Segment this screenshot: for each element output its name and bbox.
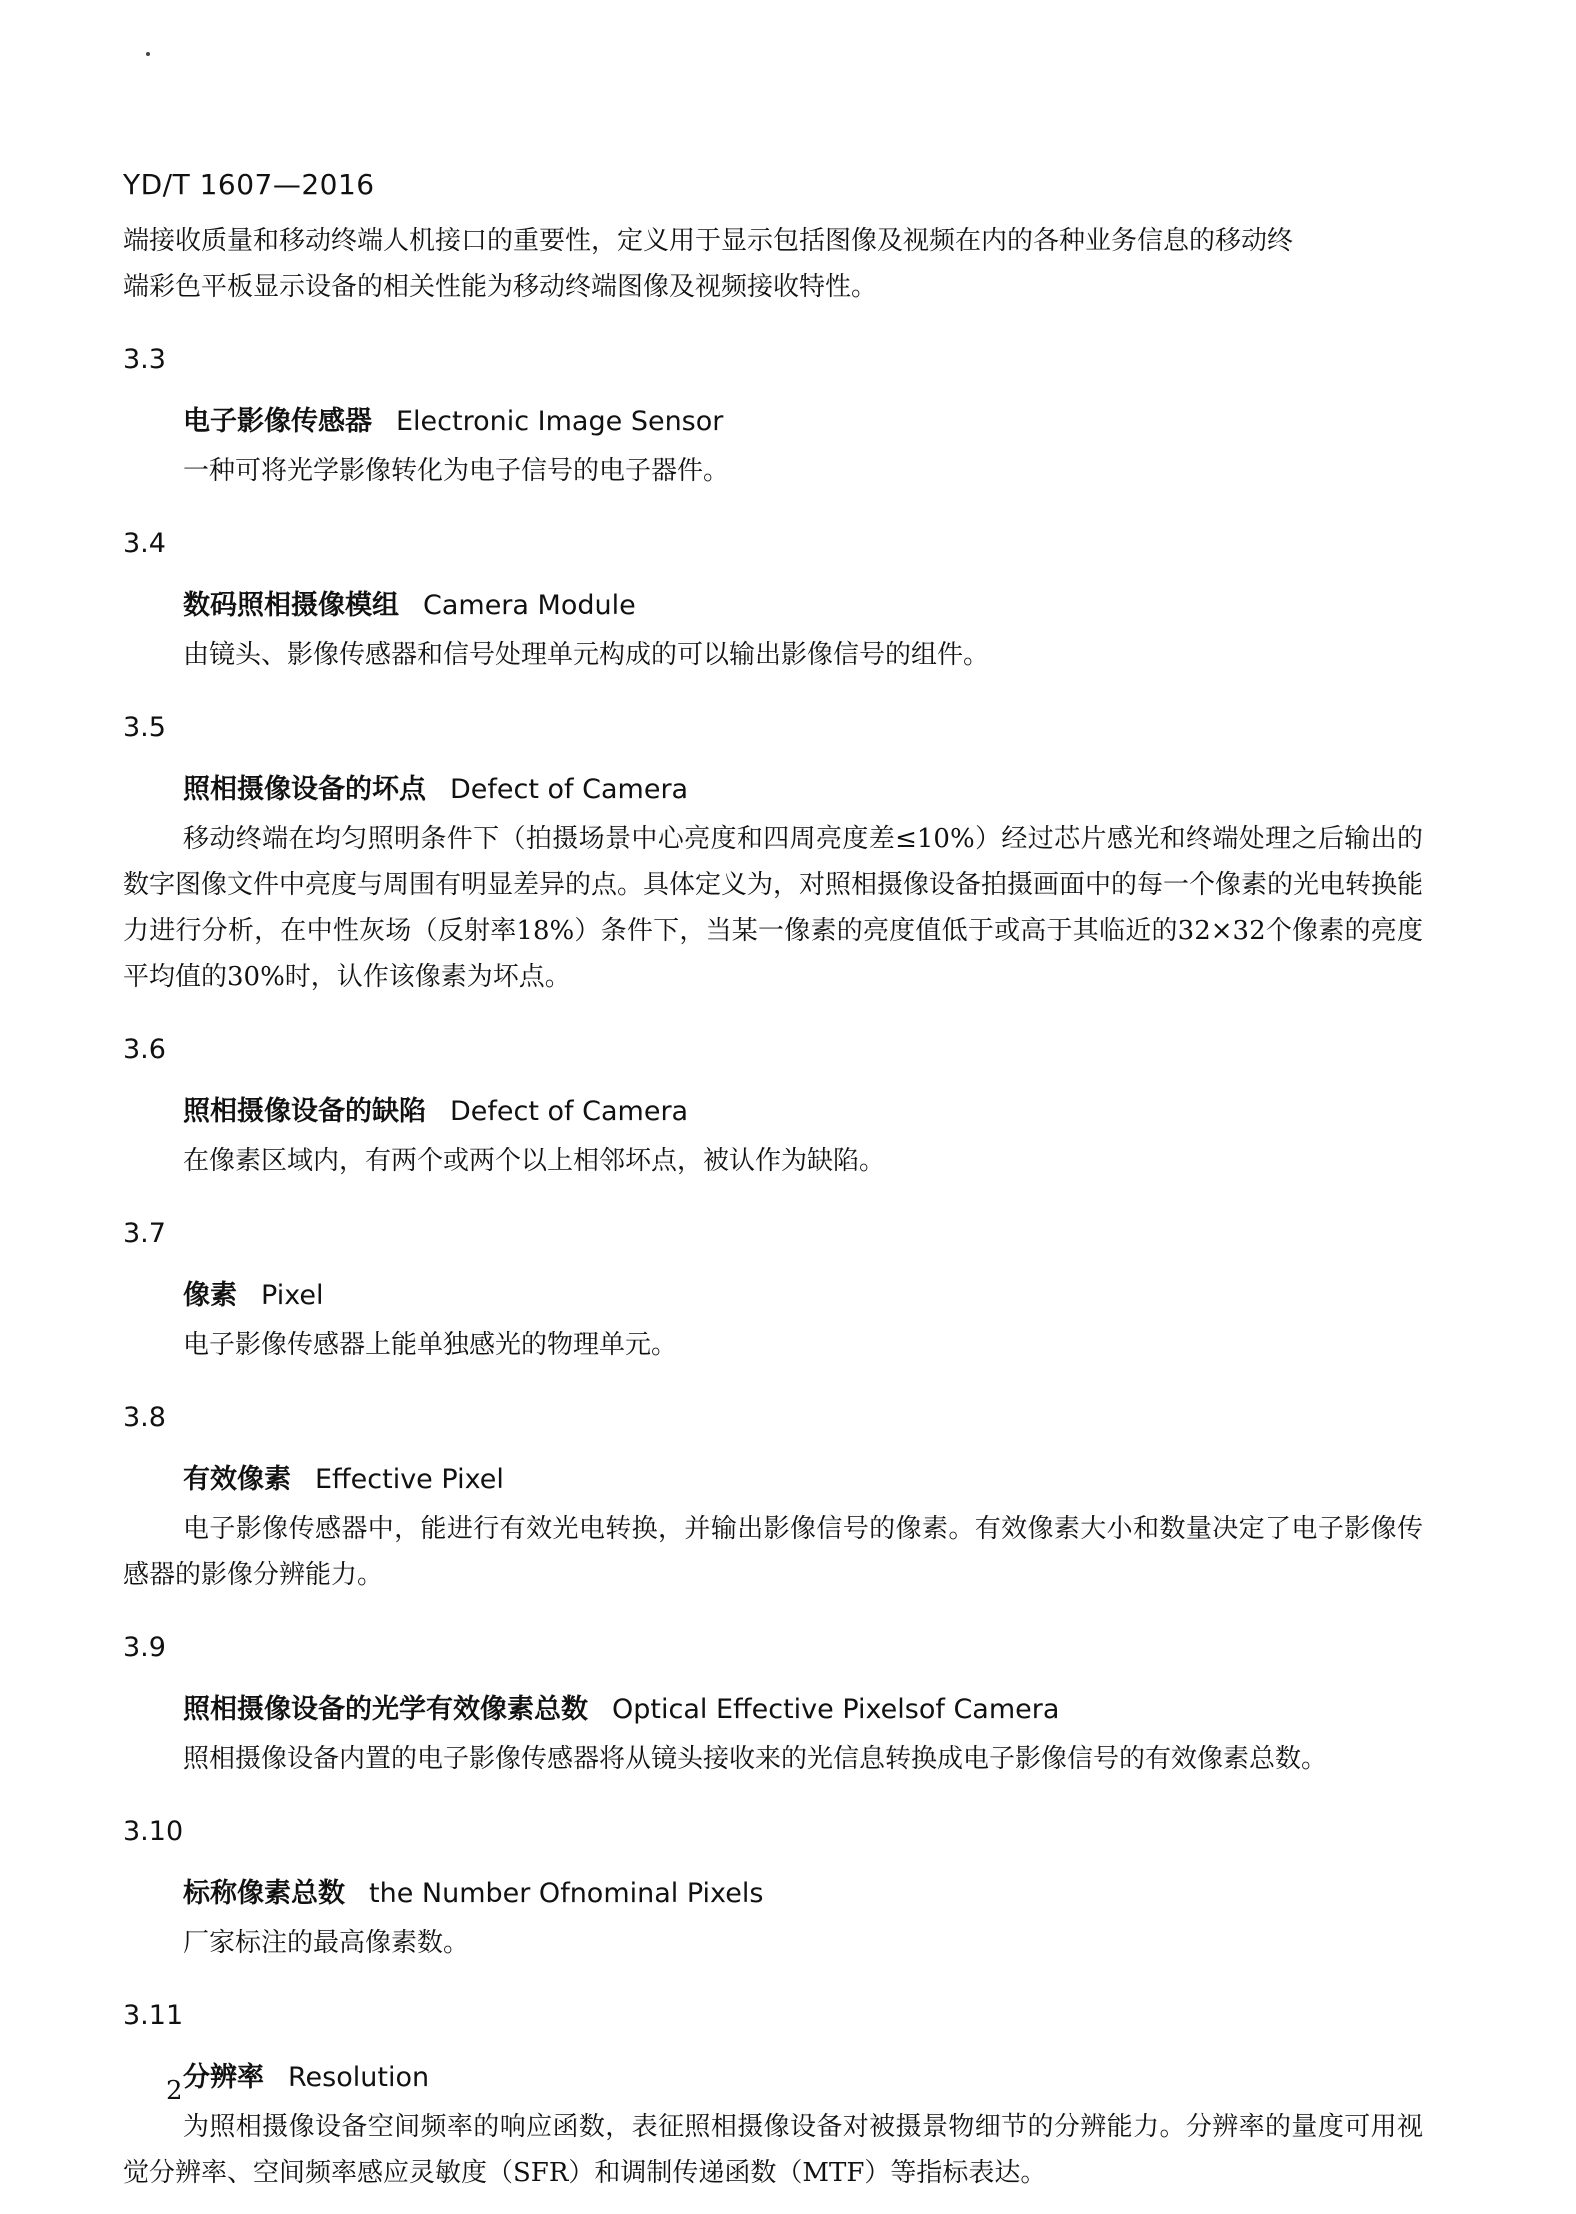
term-heading bbox=[183, 402, 1423, 442]
term-section bbox=[123, 1812, 1423, 1966]
term-section bbox=[123, 1996, 1423, 2196]
term-number: 3.5 bbox=[123, 712, 166, 743]
term-english: Optical Effective Pixelsof Camera bbox=[612, 1694, 1060, 1725]
term-number: 3.9 bbox=[123, 1632, 166, 1663]
term-english: Pixel bbox=[261, 1280, 324, 1311]
term-sections bbox=[123, 340, 1423, 2196]
term-section bbox=[123, 1214, 1423, 1368]
term-heading bbox=[183, 2058, 1423, 2098]
document-body bbox=[123, 218, 1423, 2196]
intro-line-1: 端接收质量和移动终端人机接口的重要性，定义用于显示包括图像及视频在内的各种业务信息的移动终 bbox=[123, 226, 1294, 256]
term-chinese: 照相摄像设备的坏点 bbox=[183, 774, 426, 805]
intro-line-2: 端彩色平板显示设备的相关性能为移动终端图像及视频接收特性。 bbox=[123, 272, 878, 302]
term-definition: 照相摄像设备内置的电子影像传感器将从镜头接收来的光信息转换成电子影像信号的有效像素总数。 bbox=[183, 1744, 1328, 1774]
term-heading bbox=[183, 1276, 1423, 1316]
term-definition: 电子影像传感器中，能进行有效光电转换，并输出影像信号的像素。有效像素大小和数量决定了电子影像传感器的影像分辨能力。 bbox=[123, 1514, 1423, 1590]
term-heading bbox=[183, 1690, 1423, 1730]
term-english: Defect of Camera bbox=[450, 774, 689, 805]
term-heading bbox=[183, 1460, 1423, 1500]
term-number: 3.11 bbox=[123, 2000, 184, 2031]
term-section bbox=[123, 708, 1423, 1000]
term-number: 3.8 bbox=[123, 1402, 166, 1433]
term-section bbox=[123, 1030, 1423, 1184]
term-english: Defect of Camera bbox=[450, 1096, 689, 1127]
term-number: 3.6 bbox=[123, 1034, 166, 1065]
term-section bbox=[123, 1628, 1423, 1782]
term-chinese: 电子影像传感器 bbox=[183, 406, 372, 437]
term-chinese: 分辨率 bbox=[183, 2062, 264, 2093]
term-english: Camera Module bbox=[423, 590, 636, 621]
term-number: 3.4 bbox=[123, 528, 166, 559]
term-english: the Number Ofnominal Pixels bbox=[369, 1878, 764, 1909]
term-chinese: 有效像素 bbox=[183, 1464, 291, 1495]
term-heading bbox=[183, 1092, 1423, 1132]
term-english: Resolution bbox=[288, 2062, 430, 2093]
term-number: 3.3 bbox=[123, 344, 166, 375]
term-chinese: 标称像素总数 bbox=[183, 1878, 345, 1909]
term-english: Effective Pixel bbox=[315, 1464, 504, 1495]
term-definition: 移动终端在均匀照明条件下（拍摄场景中心亮度和四周亮度差≤10%）经过芯片感光和终端处理之后输出的数字图像文件中亮度与周围有明显差异的点。具体定义为，对照相摄像设备拍摄画面中的每一个像素的光电转换能力进行分析，在中性灰场（反射率18%）条件下，当某一像素的亮度值低于或高于其临近的32×32个像素的亮度平均值的30%时，认作该像素为坏点。 bbox=[123, 824, 1424, 992]
scan-speck bbox=[146, 52, 150, 56]
term-english: Electronic Image Sensor bbox=[396, 406, 724, 437]
term-number: 3.10 bbox=[123, 1816, 184, 1847]
term-section bbox=[123, 1398, 1423, 1598]
term-number: 3.7 bbox=[123, 1218, 166, 1249]
term-definition: 为照相摄像设备空间频率的响应函数，表征照相摄像设备对被摄景物细节的分辨能力。分辨率的量度可用视觉分辨率、空间频率感应灵敏度（SFR）和调制传递函数（MTF）等指标表达。 bbox=[123, 2112, 1423, 2188]
term-chinese: 像素 bbox=[183, 1280, 237, 1311]
term-definition: 电子影像传感器上能单独感光的物理单元。 bbox=[183, 1330, 678, 1360]
term-heading bbox=[183, 586, 1423, 626]
term-section bbox=[123, 524, 1423, 678]
term-section bbox=[123, 340, 1423, 494]
term-chinese: 照相摄像设备的光学有效像素总数 bbox=[183, 1694, 588, 1725]
term-definition: 厂家标注的最高像素数。 bbox=[183, 1928, 470, 1958]
standard-code: YD/T 1607—2016 bbox=[123, 168, 375, 201]
term-chinese: 数码照相摄像模组 bbox=[183, 590, 399, 621]
term-definition: 由镜头、影像传感器和信号处理单元构成的可以输出影像信号的组件。 bbox=[183, 640, 990, 670]
term-heading bbox=[183, 1874, 1423, 1914]
term-definition: 一种可将光学影像转化为电子信号的电子器件。 bbox=[183, 456, 730, 486]
page-number: 2 bbox=[166, 2076, 183, 2106]
term-definition: 在像素区域内，有两个或两个以上相邻坏点，被认作为缺陷。 bbox=[183, 1146, 886, 1176]
term-heading bbox=[183, 770, 1423, 810]
term-chinese: 照相摄像设备的缺陷 bbox=[183, 1096, 426, 1127]
